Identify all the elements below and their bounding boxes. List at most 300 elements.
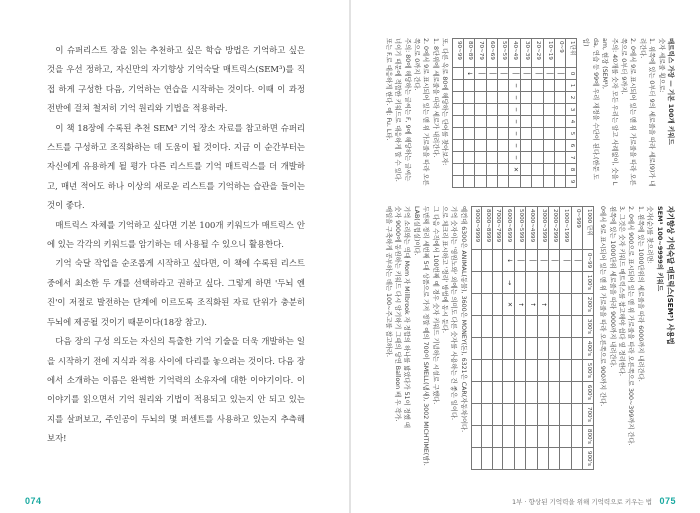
matrix-cell xyxy=(471,448,482,470)
part-a-note: 주의: 80에 해당하는 글씨는 F, 9에 해당하는 글씨는 너이기 때문에 적합한 키워드로 대응하게 할 수 있다. xyxy=(394,38,411,182)
matrix-row-label: 40~49 xyxy=(509,39,520,68)
matrix-row xyxy=(475,39,486,188)
up-arrow-icon: ↑ xyxy=(517,301,525,308)
matrix-cell xyxy=(537,382,548,404)
matrix-cell xyxy=(555,68,566,80)
matrix-cell xyxy=(475,92,486,104)
matrix-cell xyxy=(471,294,482,316)
matrix-row xyxy=(571,207,582,470)
matrix-row xyxy=(549,207,560,470)
matrix-header-cell: 700's xyxy=(583,404,594,426)
down-arrow-icon: ↓ xyxy=(466,70,474,77)
matrix-header-cell: 900's xyxy=(583,448,594,470)
matrix-cell xyxy=(560,316,571,338)
part-b-line: 3. 그것은 숫자 키워드 매트릭스를 참고해야 쉽다 옆 정리한다. xyxy=(617,206,625,377)
matrix-cell xyxy=(560,272,571,294)
matrix-row-label: 1000~1999 xyxy=(560,207,571,250)
part-a-note: 또, 다른 옥로 80에 해당하는 단어를 찾아보자: xyxy=(441,38,449,166)
matrix-cell xyxy=(520,68,531,80)
matrix-cell xyxy=(453,116,464,128)
matrix-cell xyxy=(514,426,525,448)
matrix-header-cell: 1단위 xyxy=(566,39,577,68)
up-arrow-icon: ↑ xyxy=(528,301,536,308)
matrix-header-cell: 500's xyxy=(583,360,594,382)
matrix-cell xyxy=(453,176,464,188)
part-a-line: 1. 위쪽에 있는 0부터 9의 세로줄을 따라 세로(9)가 내려간다. xyxy=(638,38,656,187)
part-b-note: 매일을 구축하게 공부하는 데는 100~주고를 참고하라. xyxy=(384,206,392,357)
matrix-cell xyxy=(509,104,520,116)
matrix-cell xyxy=(571,448,582,470)
matrix-header-cell: 600's xyxy=(583,382,594,404)
matrix-cell xyxy=(543,140,554,152)
matrix-cell xyxy=(526,404,537,426)
matrix-cell xyxy=(453,128,464,140)
matrix-cell xyxy=(509,92,520,104)
matrix-row xyxy=(453,39,464,188)
down-arrow-icon: │ xyxy=(511,71,519,76)
matrix-cell xyxy=(492,404,503,426)
matrix-cell xyxy=(537,272,548,294)
matrix-header-row xyxy=(566,39,577,188)
matrix-cell xyxy=(526,338,537,360)
part-b-note: 숫자 9000에 동원하는 키워드 다시 암기하기 그때의 당연 Balloon 배 우 작가. xyxy=(394,206,402,422)
matrix-cell xyxy=(482,382,493,404)
matrix-cell xyxy=(486,176,497,188)
matrix-cell xyxy=(537,360,548,382)
part-b-note: 기억 숫자이는 '영원노와' 외에는 의미도 다른 숫자를 사용하는 건 좋은 일이다. xyxy=(450,206,458,421)
matrix-header-cell: 0~99 xyxy=(583,250,594,272)
right-arrow-icon: ─ xyxy=(511,107,519,112)
matrix-cell xyxy=(475,140,486,152)
matrix-row xyxy=(532,39,543,188)
matrix-header-cell: 1 xyxy=(566,80,577,92)
part-b-note: 예컨대 6300은 ANIMAL(동물), 3600은 MONEY(돈), 6321은 CAR(자동차)이다. xyxy=(459,206,467,433)
matrix-row-label: 50~59 xyxy=(498,39,509,68)
part-a-line: 2. 0에서 9로 표시되어 있는 맨 위 가로줄을 따라 오른쪽으로 0부터 9까지. xyxy=(619,38,637,186)
matrix-row-label: 60~69 xyxy=(486,39,497,68)
matrix-cell xyxy=(560,448,571,470)
matrix-cell xyxy=(482,448,493,470)
matrix-cell xyxy=(492,448,503,470)
matrix-cell xyxy=(482,426,493,448)
matrix-cell xyxy=(526,294,537,316)
matrix-cell xyxy=(537,404,548,426)
part-b-note: 으로 체크리 표시하고 '정리' 방법에 동시 둔다. xyxy=(441,206,449,333)
matrix-cell xyxy=(526,250,537,272)
matrix-cell xyxy=(463,116,474,128)
matrix-row-label: 80~89 xyxy=(463,39,474,68)
matrix-cell xyxy=(532,80,543,92)
matrix-cell xyxy=(532,116,543,128)
matrix-cell xyxy=(549,272,560,294)
matrix-cell xyxy=(498,104,509,116)
matrix-header-cell: 1000 단위 xyxy=(583,207,594,250)
part-b-line: 0에서 9로 표시되어 있는 맨 위 가로줄을 따라 오른쪽으로 900까지 간다. xyxy=(599,206,607,407)
matrix-cell xyxy=(453,92,464,104)
matrix-cell xyxy=(482,250,493,272)
part-b-note: 기억 소리와는 역대 Mom 자 Millbrook 자 정합의 하나를 밟았다가 51이 정했 때 xyxy=(403,206,411,428)
matrix-row-label: 7000~7999 xyxy=(492,207,503,250)
matrix-cell xyxy=(526,360,537,382)
matrix-cell xyxy=(543,68,554,80)
part-a-line: 주의: 40개를 숫자 모든 우리는 알고 사례없이, 숫을 L am, 현장 (SEM³), xyxy=(601,38,618,186)
right-arrow-icon: ─ xyxy=(511,83,519,88)
matrix-cell xyxy=(475,152,486,164)
paragraph: 기억 숙달 작업을 순조롭게 시작하고 싶다면, 이 책에 수록된 리스트 중에서 최소한 두 개를 선택하라고 권하고 싶다. 그렇게 하면 '두뇌 엔진'이 저절로 발전하는 단계에 이르도록 조직화된 자료 단위가 충분히 두뇌에 제공될 것이기 때문이다(18장 참고). xyxy=(47,258,305,327)
matrix-cell xyxy=(549,316,560,338)
down-arrow-icon: │ xyxy=(523,71,531,76)
matrix-cell xyxy=(486,128,497,140)
matrix-row xyxy=(537,207,548,470)
matrix-cell xyxy=(486,140,497,152)
matrix-cell xyxy=(498,176,509,188)
cross-mark-icon: ✕ xyxy=(505,301,513,308)
matrix-row-label: 5000~5999 xyxy=(514,207,525,250)
matrix-cell xyxy=(503,294,514,316)
matrix-cell xyxy=(498,152,509,164)
part-a-note: 1. 8단위에 세로줄을 따라 세로가 내려간다. xyxy=(431,38,439,158)
matrix-cell xyxy=(549,404,560,426)
matrix-row xyxy=(543,39,554,188)
matrix-row xyxy=(486,39,497,188)
matrix-row xyxy=(509,39,520,188)
matrix-cell xyxy=(543,80,554,92)
matrix-cell xyxy=(509,80,520,92)
down-arrow-icon: ↓ xyxy=(505,257,513,264)
down-arrow-icon: │ xyxy=(528,258,536,263)
part-b-column xyxy=(383,206,675,484)
down-arrow-icon: │ xyxy=(534,71,542,76)
matrix-cell xyxy=(526,426,537,448)
matrix-cell xyxy=(486,152,497,164)
matrix-row xyxy=(560,207,571,470)
matrix-cell xyxy=(532,164,543,176)
matrix-cell xyxy=(560,426,571,448)
matrix-header-cell: 5 xyxy=(566,128,577,140)
matrix-cell xyxy=(549,448,560,470)
matrix-cell xyxy=(498,128,509,140)
matrix-cell xyxy=(482,294,493,316)
matrix-row-label: 10~19 xyxy=(543,39,554,68)
down-arrow-icon: │ xyxy=(517,258,525,263)
matrix-cell xyxy=(549,250,560,272)
matrix-row xyxy=(503,207,514,470)
matrix-cell xyxy=(486,104,497,116)
matrix-cell xyxy=(514,404,525,426)
matrix-cell xyxy=(537,338,548,360)
matrix-cell xyxy=(482,316,493,338)
matrix-cell xyxy=(492,360,503,382)
matrix-row-label: 0~9 xyxy=(555,39,566,68)
matrix-row xyxy=(492,207,503,470)
matrix-header-cell: 2 xyxy=(566,92,577,104)
matrix-cell xyxy=(514,360,525,382)
down-arrow-icon: │ xyxy=(574,258,582,263)
matrix-cell xyxy=(532,176,543,188)
matrix-cell xyxy=(571,360,582,382)
matrix-cell xyxy=(520,80,531,92)
part-b-note: LAB(실험실)이다. xyxy=(412,206,420,256)
matrix-cell xyxy=(503,448,514,470)
down-arrow-icon: │ xyxy=(562,258,570,263)
part-b-title: SEM³ 100~9999의 키워드 xyxy=(655,206,664,292)
matrix-row-label: 20~29 xyxy=(532,39,543,68)
matrix-cell xyxy=(571,294,582,316)
matrix-cell xyxy=(532,104,543,116)
left-body-text xyxy=(47,41,305,449)
matrix-cell xyxy=(555,92,566,104)
matrix-header-cell: 6 xyxy=(566,140,577,152)
matrix-cell xyxy=(475,68,486,80)
matrix-cell xyxy=(555,128,566,140)
right-page xyxy=(351,0,700,513)
matrix-cell xyxy=(492,338,503,360)
matrix-row-label: 9000~9999 xyxy=(471,207,482,250)
left-page-number: 074 xyxy=(25,496,42,506)
matrix-cell xyxy=(543,116,554,128)
matrix-cell xyxy=(453,140,464,152)
part-b-line: 2. 0에서 900으로 표시되어 있는 맨 위 가로줄을 따라 오른쪽으로 300~399까지 간다. xyxy=(627,206,635,446)
matrix-row xyxy=(498,39,509,188)
matrix-cell xyxy=(492,294,503,316)
matrix-cell xyxy=(560,360,571,382)
matrix-cell xyxy=(492,250,503,272)
matrix-row xyxy=(526,207,537,470)
matrix-cell xyxy=(453,104,464,116)
matrix-header-cell: 800's xyxy=(583,426,594,448)
matrix-cell xyxy=(571,382,582,404)
matrix-cell xyxy=(503,426,514,448)
part-b-matrix xyxy=(471,206,594,470)
matrix-cell xyxy=(571,338,582,360)
matrix-cell xyxy=(498,80,509,92)
matrix-header-cell: 9 xyxy=(566,176,577,188)
matrix-cell xyxy=(471,404,482,426)
part-a-title: 매트릭스 가장 — 기본 100개 키워드 xyxy=(667,38,675,145)
matrix-cell xyxy=(514,294,525,316)
matrix-cell xyxy=(555,164,566,176)
matrix-cell xyxy=(492,316,503,338)
matrix-cell xyxy=(537,250,548,272)
right-arrow-icon: → xyxy=(505,279,513,286)
matrix-cell xyxy=(532,140,543,152)
matrix-cell xyxy=(543,92,554,104)
matrix-cell xyxy=(532,152,543,164)
matrix-row xyxy=(555,39,566,188)
matrix-cell xyxy=(492,272,503,294)
matrix-cell xyxy=(571,426,582,448)
matrix-cell xyxy=(503,360,514,382)
matrix-cell xyxy=(503,338,514,360)
matrix-row xyxy=(463,39,474,188)
matrix-cell xyxy=(486,164,497,176)
matrix-header-cell: 8 xyxy=(566,164,577,176)
down-arrow-icon: │ xyxy=(557,71,565,76)
matrix-cell xyxy=(498,92,509,104)
matrix-cell xyxy=(520,152,531,164)
matrix-row xyxy=(482,207,493,470)
matrix-cell xyxy=(555,80,566,92)
matrix-cell xyxy=(463,164,474,176)
matrix-cell xyxy=(498,164,509,176)
right-arrow-icon: ─ xyxy=(511,143,519,148)
matrix-cell xyxy=(555,176,566,188)
part-a-matrix xyxy=(452,38,577,188)
matrix-cell xyxy=(463,128,474,140)
matrix-cell xyxy=(520,176,531,188)
matrix-row-label: 8000~8999 xyxy=(482,207,493,250)
matrix-cell xyxy=(571,272,582,294)
matrix-cell xyxy=(475,128,486,140)
matrix-cell xyxy=(463,104,474,116)
matrix-row-label: 6000~6999 xyxy=(503,207,514,250)
matrix-cell xyxy=(555,116,566,128)
matrix-cell xyxy=(537,426,548,448)
matrix-cell xyxy=(560,404,571,426)
matrix-cell xyxy=(537,448,548,470)
matrix-cell xyxy=(520,104,531,116)
rotated-content xyxy=(379,38,675,486)
matrix-cell xyxy=(520,128,531,140)
part-b-line: 1. 왼쪽에 있는 1000단위의 세로줄을 따라 6000까지 내려간다. xyxy=(636,206,644,382)
paragraph: 이 슈퍼리스트 장을 읽는 추천하고 싶은 학습 방법은 기억하고 싶은 것을 우선 정하고, 자신만의 자기향상 기억숙달 매트릭스(SEM³)를 직접 하게 구성한 다음, 기억하는 연습을 시작하는 것이다. 이때 이 과정 전반에 걸쳐 철저히 기억 원리와 기법을 적용하라. xyxy=(47,45,305,114)
matrix-cell xyxy=(463,140,474,152)
matrix-header-cell: 300's xyxy=(583,316,594,338)
matrix-cell xyxy=(463,68,474,80)
matrix-cell xyxy=(571,250,582,272)
matrix-cell xyxy=(537,316,548,338)
matrix-header-cell: 200's xyxy=(583,294,594,316)
part-a-line: da, 연습 등 99에 우리 재정을 수단이 된다.(한문 도입) xyxy=(582,38,599,180)
left-page xyxy=(0,0,349,513)
matrix-cell xyxy=(537,294,548,316)
matrix-cell xyxy=(498,68,509,80)
matrix-cell xyxy=(509,68,520,80)
matrix-cell xyxy=(486,116,497,128)
matrix-cell xyxy=(482,360,493,382)
matrix-cell xyxy=(560,382,571,404)
matrix-cell xyxy=(526,316,537,338)
cross-mark-icon: ✕ xyxy=(511,166,519,173)
matrix-cell xyxy=(560,338,571,360)
section-title: 자기향상 기억숙달 매트릭스(SEM³) 사용법 xyxy=(666,206,675,345)
matrix-cell xyxy=(482,404,493,426)
matrix-cell xyxy=(503,404,514,426)
matrix-cell xyxy=(514,338,525,360)
part-b-note: 그 다음 수직에서 100번째 예 경우 숫자 키워드 기념하는 시설로 구했다. xyxy=(431,206,439,405)
matrix-cell xyxy=(453,152,464,164)
matrix-row-label: 70~79 xyxy=(475,39,486,68)
matrix-header-cell: 100's xyxy=(583,272,594,294)
matrix-cell xyxy=(509,176,520,188)
matrix-cell xyxy=(560,294,571,316)
right-arrow-icon: ─ xyxy=(511,119,519,124)
matrix-cell xyxy=(532,128,543,140)
matrix-cell xyxy=(555,152,566,164)
matrix-cell xyxy=(498,116,509,128)
matrix-cell xyxy=(549,360,560,382)
matrix-header-cell: 4 xyxy=(566,116,577,128)
matrix-cell xyxy=(520,116,531,128)
matrix-cell xyxy=(560,250,571,272)
matrix-cell xyxy=(503,272,514,294)
matrix-cell xyxy=(486,92,497,104)
paragraph: 다음 장의 구성 의도는 자신의 특출한 기억 기술을 더욱 개발하는 일을 시작하기 전에 지식과 적용 사이에 다리를 놓으려는 것이다. 다음 장에서 소개하는 이름은 완벽한 기억력의 소유자에 대한 이야기이다. 이 이야기를 읽으면서 기억 원리와 기법이 적용되고 있는지 안 되고 있는지를 살펴보고, 주인공이 두뇌의 몇 퍼센트를 사용하고 있는지 추측해보자! xyxy=(47,336,305,444)
matrix-row-label: 30~39 xyxy=(520,39,531,68)
matrix-cell xyxy=(520,92,531,104)
down-arrow-icon: │ xyxy=(551,258,559,263)
down-arrow-icon: │ xyxy=(477,71,485,76)
matrix-cell xyxy=(571,404,582,426)
matrix-cell xyxy=(549,338,560,360)
down-arrow-icon: │ xyxy=(546,71,554,76)
matrix-row-label: 3000~3999 xyxy=(537,207,548,250)
matrix-cell xyxy=(509,116,520,128)
matrix-cell xyxy=(514,272,525,294)
matrix-row-label: 0~999 xyxy=(571,207,582,250)
part-b-line: 숫자(순)를 찾으려면: xyxy=(646,206,654,264)
running-footer: 1부 · 향상된 기억력을 위해 기억력으로 키우는 법 xyxy=(512,498,652,506)
matrix-cell xyxy=(475,164,486,176)
matrix-cell xyxy=(463,92,474,104)
matrix-cell xyxy=(514,448,525,470)
matrix-header-cell: 3 xyxy=(566,104,577,116)
matrix-cell xyxy=(549,426,560,448)
matrix-cell xyxy=(486,80,497,92)
matrix-cell xyxy=(471,360,482,382)
matrix-cell xyxy=(532,68,543,80)
right-arrow-icon: ─ xyxy=(511,155,519,160)
matrix-cell xyxy=(509,152,520,164)
matrix-cell xyxy=(471,338,482,360)
matrix-cell xyxy=(475,80,486,92)
matrix-cell xyxy=(503,250,514,272)
matrix-cell xyxy=(520,164,531,176)
up-arrow-icon: ↑ xyxy=(540,301,548,308)
matrix-header-row xyxy=(583,207,594,470)
matrix-cell xyxy=(549,294,560,316)
matrix-cell xyxy=(509,140,520,152)
matrix-cell xyxy=(453,164,464,176)
matrix-cell xyxy=(492,382,503,404)
matrix-cell xyxy=(520,140,531,152)
matrix-cell xyxy=(471,382,482,404)
matrix-cell xyxy=(532,92,543,104)
matrix-cell xyxy=(555,104,566,116)
matrix-header-cell: 0 xyxy=(566,68,577,80)
matrix-cell xyxy=(482,272,493,294)
matrix-cell xyxy=(463,152,474,164)
matrix-cell xyxy=(571,316,582,338)
matrix-cell xyxy=(463,176,474,188)
down-arrow-icon: │ xyxy=(500,71,508,76)
paragraph: 매트릭스 자체를 기억하고 싶다면 기본 100개 키워드가 매트릭스 안에 있는 각각의 키워드를 암기하는 데 사용될 수 있으니 활용한다. xyxy=(47,219,305,250)
part-b-line: 왼쪽에 있는 1000단위 세로줄을 따라 9000까지 내려간다. xyxy=(608,206,616,368)
matrix-cell xyxy=(514,250,525,272)
matrix-row xyxy=(471,207,482,470)
matrix-cell xyxy=(492,426,503,448)
part-a-note: 2. 0에서 9로 표시되어 있는 맨 위 가로줄을 따라 오른쪽으로 0까지 간다. xyxy=(413,38,430,186)
down-arrow-icon: │ xyxy=(489,71,496,76)
right-page-number: 075 xyxy=(659,496,676,506)
matrix-cell xyxy=(514,316,525,338)
matrix-cell xyxy=(463,80,474,92)
matrix-cell xyxy=(509,128,520,140)
matrix-cell xyxy=(486,68,497,80)
matrix-cell xyxy=(471,272,482,294)
matrix-row-label: 4000~4999 xyxy=(526,207,537,250)
matrix-cell xyxy=(453,80,464,92)
